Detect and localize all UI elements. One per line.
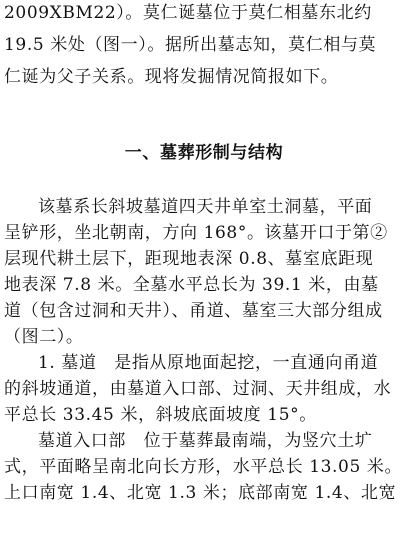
text-line: 的斜坡通道，由墓道入口部、过洞、天井组成，水 [4, 379, 392, 399]
text-line: 1. 墓道 是指从原地面起挖，一直通向甬道 [38, 353, 379, 373]
text-line: 2009XBM22）。莫仁诞墓位于莫仁相墓东北约 [4, 3, 372, 23]
text-line: 平总长 33.45 米，斜坡底面坡度 15°。 [4, 405, 317, 425]
text-line: 19.5 米处（图一）。据所出墓志知，莫仁相与莫 [4, 35, 377, 55]
text-line: 层现代耕土层下，距现地表深 0.8、墓室底距现 [4, 249, 374, 269]
text-line: 仁诞为父子关系。现将发掘情况简报如下。 [4, 67, 339, 87]
text-line: （图二）。 [4, 327, 84, 347]
text-line: 上口南宽 1.4、北宽 1.3 米；底部南宽 1.4、北宽 [4, 483, 397, 503]
section-heading: 一、墓葬形制与结构 [124, 143, 284, 163]
text-line: 式，平面略呈南北向长方形，水平总长 13.05 米。 [4, 457, 403, 477]
text-line: 墓道入口部 位于墓葬最南端，为竖穴土圹 [38, 431, 373, 451]
text-line: 呈铲形，坐北朝南，方向 168°。该墓开口于第② [4, 223, 388, 243]
text-line: 地表深 7.8 米。全墓水平总长为 39.1 米，由墓 [4, 275, 379, 295]
text-line: 道（包含过洞和天井）、甬道、墓室三大部分组成 [4, 301, 383, 321]
text-line: 该墓系长斜坡墓道四天井单室土洞墓，平面 [38, 197, 373, 217]
